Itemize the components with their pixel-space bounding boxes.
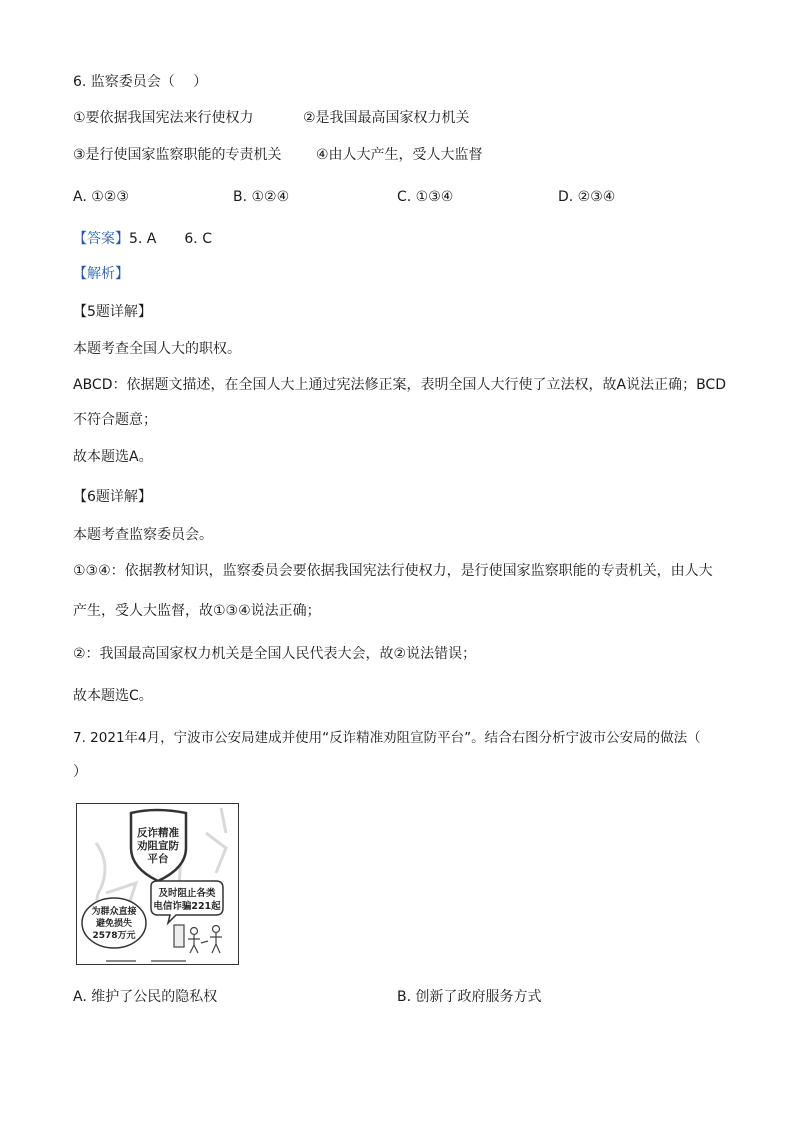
q7-stem-line1: 7. 2021年4月，宁波市公安局建成并使用“反诈精准劝阻宣防平台”。结合右图分析宁波市公安局的做法（	[73, 730, 701, 746]
q6-option-c: C. ①③④	[397, 189, 454, 205]
q7-comic-figure	[76, 803, 239, 965]
q6-statement-1: ①要依据我国宪法来行使权力	[73, 110, 254, 126]
analysis-label: 【解析】	[73, 266, 129, 282]
answer-label: 【答案】	[73, 231, 129, 247]
bubble-right-text-2: 电信诈骗221起	[153, 901, 221, 912]
detail-5-analysis-line1: ABCD：依据题文描述，在全国人大上通过宪法修正案，表明全国人大行使了立法权，故A说法正确；BCD	[73, 377, 726, 393]
q6-stem: 6. 监察委员会（ ）	[73, 74, 208, 90]
q6-statement-3: ③是行使国家监察职能的专责机关	[73, 147, 282, 163]
detail-5-topic: 本题考查全国人大的职权。	[73, 341, 241, 357]
detail-6-topic: 本题考查监察委员会。	[73, 527, 213, 543]
shield-text-2: 劝阻宣防	[137, 840, 179, 852]
detail-5-heading: 【5题详解】	[73, 304, 152, 320]
q6-statement-2: ②是我国最高国家权力机关	[303, 110, 470, 126]
q6-option-d: D. ②③④	[558, 189, 616, 205]
answer-text: 5. A 6. C	[129, 231, 212, 247]
q7-stem-line2: ）	[73, 764, 87, 780]
detail-6-analysis-line1: ①③④：依据教材知识，监察委员会要依据我国宪法行使权力，是行使国家监察职能的专责机关，由人大	[73, 563, 713, 579]
q7-option-a: A. 维护了公民的隐私权	[73, 989, 218, 1005]
detail-6-heading: 【6题详解】	[73, 489, 152, 505]
shield-text-1: 反诈精准	[137, 827, 179, 839]
shield-text-3: 平台	[147, 853, 169, 865]
answer-line	[73, 229, 212, 249]
detail-5-conclusion: 故本题选A。	[73, 449, 153, 465]
bubble-left-text-1: 为群众直接	[91, 907, 137, 917]
q7-option-b: B. 创新了政府服务方式	[397, 989, 542, 1005]
q6-option-a: A. ①②③	[73, 189, 129, 205]
bubble-left-text-3: 2578万元	[92, 931, 136, 941]
detail-6-analysis-line2: 产生，受人大监督，故①③④说法正确；	[73, 603, 321, 619]
detail-6-conclusion: 故本题选C。	[73, 688, 153, 704]
q6-option-b: B. ①②④	[233, 189, 290, 205]
detail-5-analysis-line2: 不符合题意；	[73, 412, 157, 428]
bubble-right-text-1: 及时阻止各类	[158, 888, 216, 899]
q6-statement-4: ④由人大产生，受人大监督	[316, 147, 483, 163]
detail-6-analysis-line3: ②：我国最高国家权力机关是全国人民代表大会，故②说法错误；	[73, 646, 477, 662]
bubble-left-text-2: 避免损失	[95, 919, 133, 929]
